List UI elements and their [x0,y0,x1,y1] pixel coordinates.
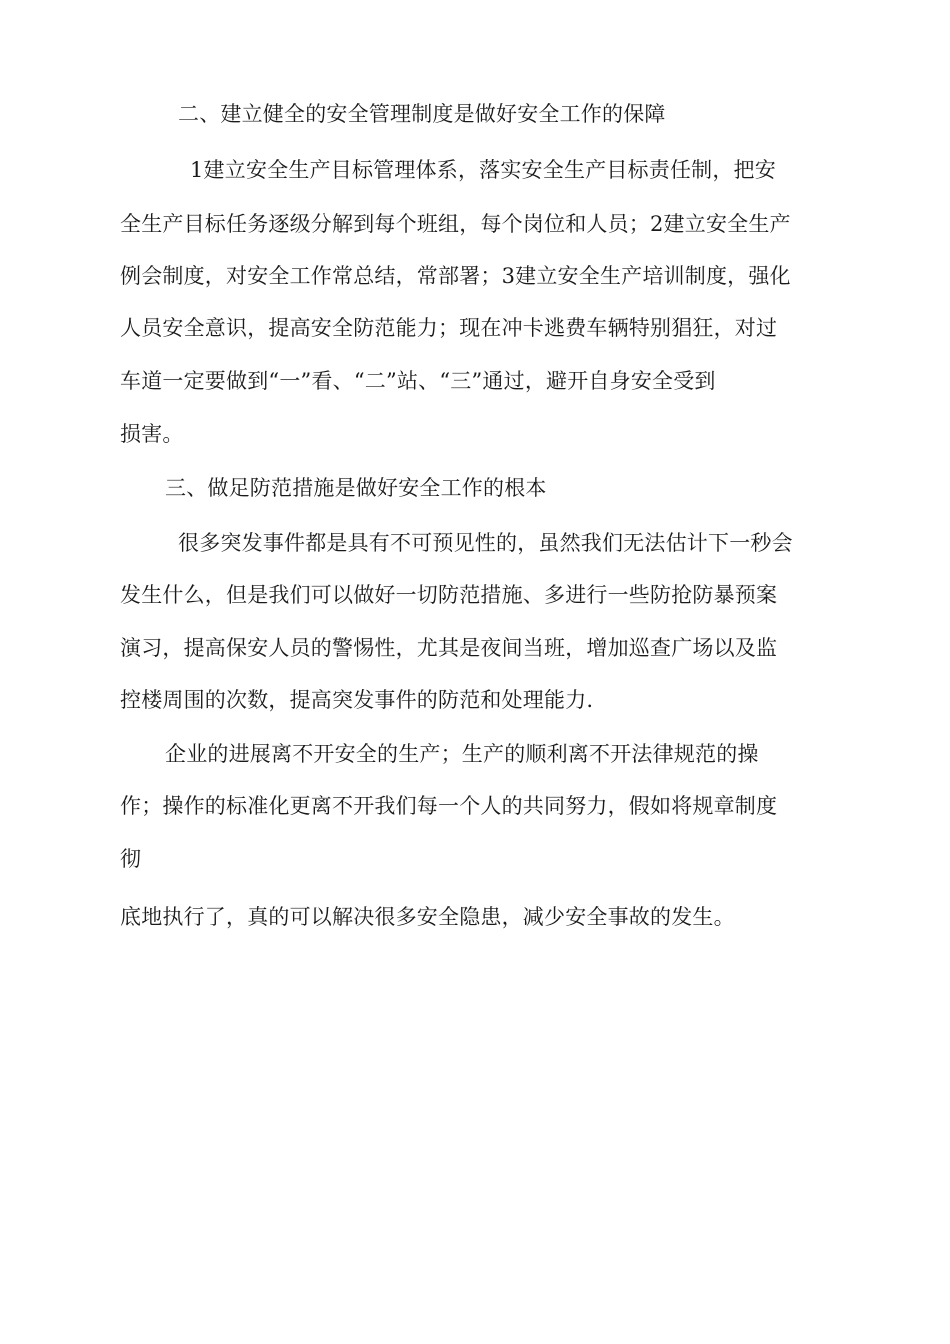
paragraph-line: 企业的进展离不开安全的生产；生产的顺利离不开法律规范的操 [165,742,759,766]
paragraph-line: 演习，提高保安人员的警惕性，尤其是夜间当班，增加巡查广场以及监 [120,636,778,660]
paragraph-line: 全生产目标任务逐级分解到每个班组，每个岗位和人员；2建立安全生产 [120,212,791,236]
paragraph-line: 很多突发事件都是具有不可预见性的，虽然我们无法估计下一秒会 [178,531,793,555]
paragraph-line: 发生什么，但是我们可以做好一切防范措施、多进行一些防抢防暴预案 [120,583,778,607]
paragraph-line: 人员安全意识，提高安全防范能力；现在冲卡逃费车辆特别猖狂，对过 [120,316,778,340]
paragraph-line: 损害。 [120,422,184,446]
paragraph-line: 车道一定要做到“一”看、“二”站、“三”通过，避开自身安全受到 [120,369,716,393]
paragraph-line: 例会制度，对安全工作常总结，常部署；3建立安全生产培训制度，强化 [120,264,791,288]
paragraph-line: 控楼周围的次数，提高突发事件的防范和处理能力. [120,688,594,712]
paragraph-line: 底地执行了，真的可以解决很多安全隐患，减少安全事故的发生。 [120,905,735,929]
section-heading-3: 三、做足防范措施是做好安全工作的根本 [165,476,547,500]
paragraph-line: 1建立安全生产目标管理体系，落实安全生产目标责任制，把安 [190,158,776,182]
paragraph-line: 作；操作的标准化更离不开我们每一个人的共同努力，假如将规章制度 [120,794,778,818]
section-heading-2: 二、建立健全的安全管理制度是做好安全工作的保障 [178,102,666,126]
paragraph-line: 彻 [120,847,142,871]
